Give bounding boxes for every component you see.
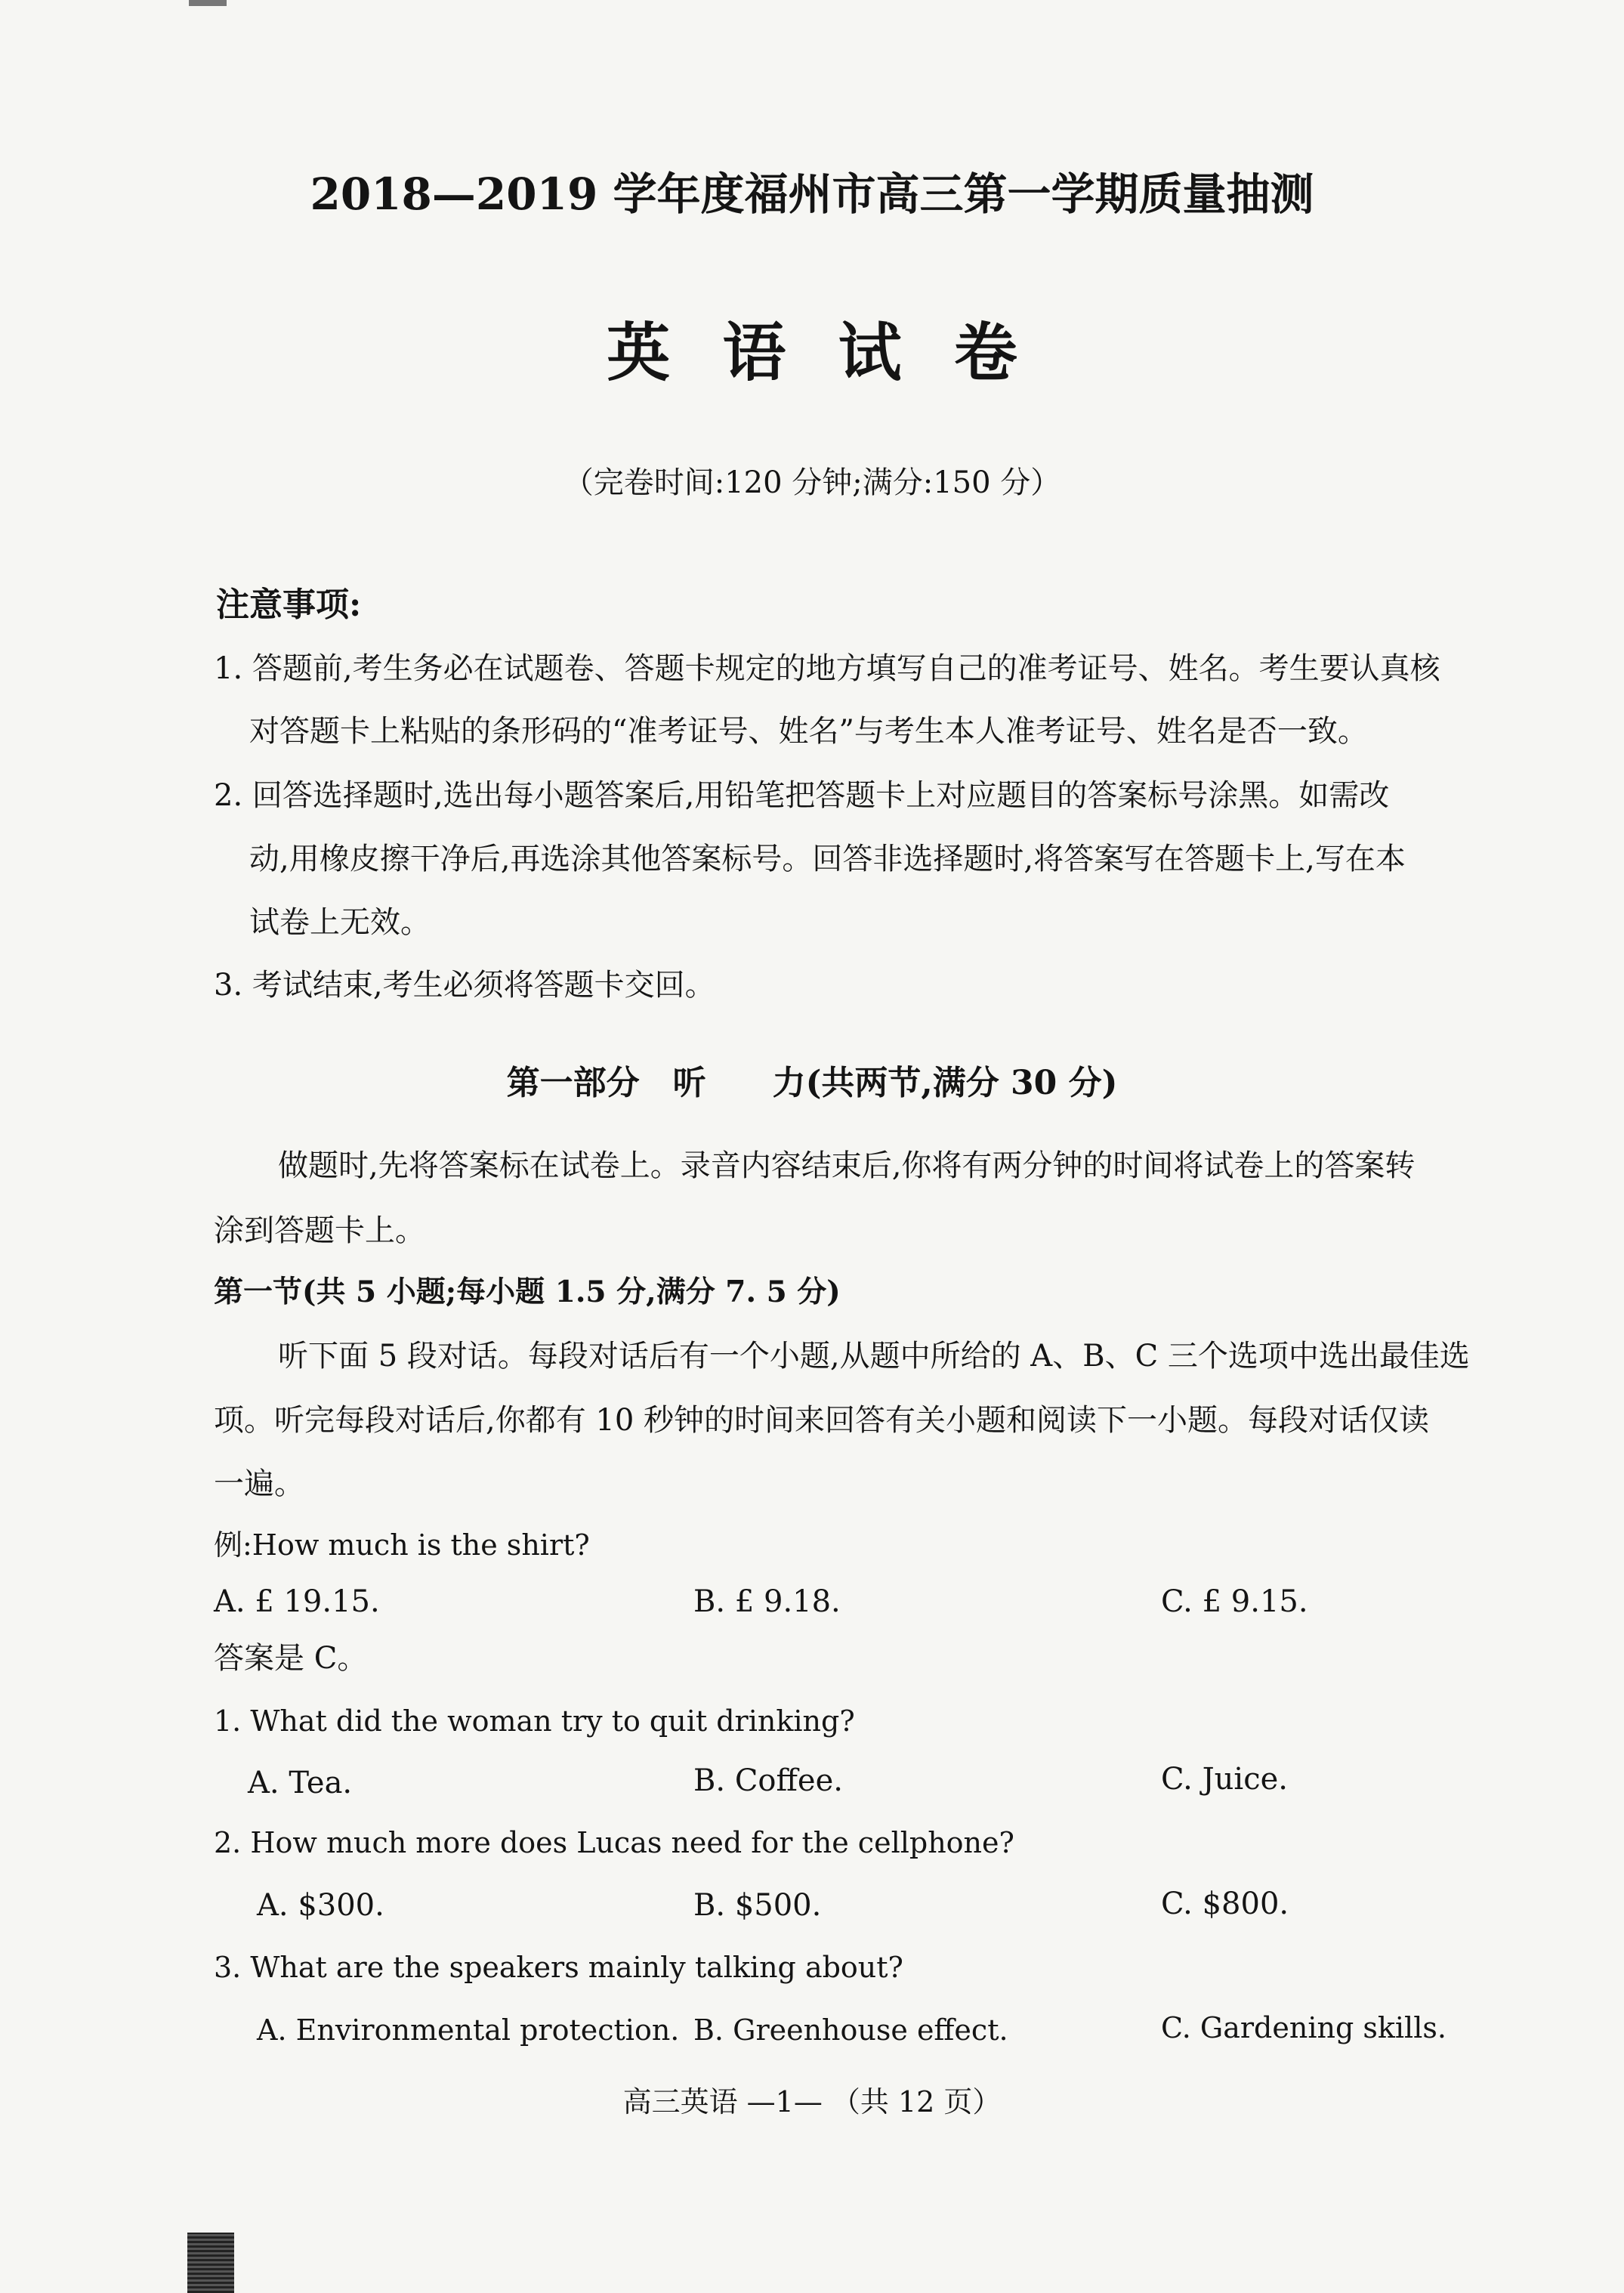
- question-3: 3. What are the speakers mainly talking about?: [214, 1951, 903, 1984]
- notice-heading: 注意事项:: [216, 586, 362, 624]
- scan-mark-top: [189, 0, 227, 6]
- example-option-a: A. £ 19.15.: [214, 1584, 380, 1619]
- example-option-b: B. £ 9.18.: [693, 1584, 841, 1619]
- section1-instruction-line: 项。听完每段对话后,你都有 10 秒钟的时间来回答有关小题和阅读下一小题。每段对话仅读: [214, 1403, 1430, 1438]
- section1-title: 第一节(共 5 小题;每小题 1.5 分,满分 7. 5 分): [214, 1275, 841, 1309]
- part1-intro-line: 涂到答题卡上。: [214, 1213, 425, 1248]
- example-question: 例:How much is the shirt?: [214, 1528, 590, 1562]
- notice-line: 动,用橡皮擦干净后,再选涂其他答案标号。回答非选择题时,将答案写在答题卡上,写在本: [249, 842, 1406, 876]
- part1-intro-line: 做题时,先将答案标在试卷上。录音内容结束后,你将有两分钟的时间将试卷上的答案转: [278, 1148, 1416, 1183]
- question-2-option-a: A. $300.: [257, 1888, 384, 1923]
- exam-title: 2018—2019 学年度福州市高三第一学期质量抽测: [310, 168, 1314, 220]
- notice-line: 对答题卡上粘贴的条形码的“准考证号、姓名”与考生本人准考证号、姓名是否一致。: [249, 714, 1368, 749]
- question-3-option-b: B. Greenhouse effect.: [693, 2013, 1008, 2047]
- notice-line: 2. 回答选择题时,选出每小题答案后,用铅笔把答题卡上对应题目的答案标号涂黑。如需改: [214, 778, 1390, 813]
- question-2-option-c: C. $800.: [1161, 1887, 1289, 1921]
- question-1: 1. What did the woman try to quit drinking?: [214, 1704, 855, 1738]
- notice-line: 试卷上无效。: [249, 905, 431, 940]
- question-3-option-a: A. Environmental protection.: [257, 2013, 680, 2047]
- question-1-option-b: B. Coffee.: [693, 1763, 843, 1798]
- notice-line: 1. 答题前,考生务必在试题卷、答题卡规定的地方填写自己的准考证号、姓名。考生要认真核: [214, 651, 1440, 686]
- question-2-option-b: B. $500.: [693, 1888, 822, 1923]
- subject-title: 英 语 试 卷: [607, 315, 1017, 390]
- section1-instruction-line: 听下面 5 段对话。每段对话后有一个小题,从题中所给的 A、B、C 三个选项中选出最佳选: [278, 1339, 1470, 1374]
- scan-mark-bottom: [187, 2233, 234, 2293]
- question-2: 2. How much more does Lucas need for the cellphone?: [214, 1826, 1014, 1859]
- example-answer: 答案是 C。: [214, 1641, 368, 1676]
- section1-instruction-line: 一遍。: [214, 1466, 304, 1501]
- example-option-c: C. £ 9.15.: [1161, 1584, 1308, 1619]
- notice-line: 3. 考试结束,考生必须将答题卡交回。: [214, 968, 715, 1003]
- page-footer: 高三英语 —1— （共 12 页）: [622, 2085, 1002, 2118]
- question-1-option-c: C. Juice.: [1161, 1762, 1288, 1797]
- question-1-option-a: A. Tea.: [248, 1766, 353, 1800]
- question-3-option-c: C. Gardening skills.: [1161, 2011, 1446, 2044]
- part1-title: 第一部分 听 力(共两节,满分 30 分): [506, 1064, 1118, 1102]
- time-info: （完卷时间:120 分钟;满分:150 分）: [563, 465, 1061, 500]
